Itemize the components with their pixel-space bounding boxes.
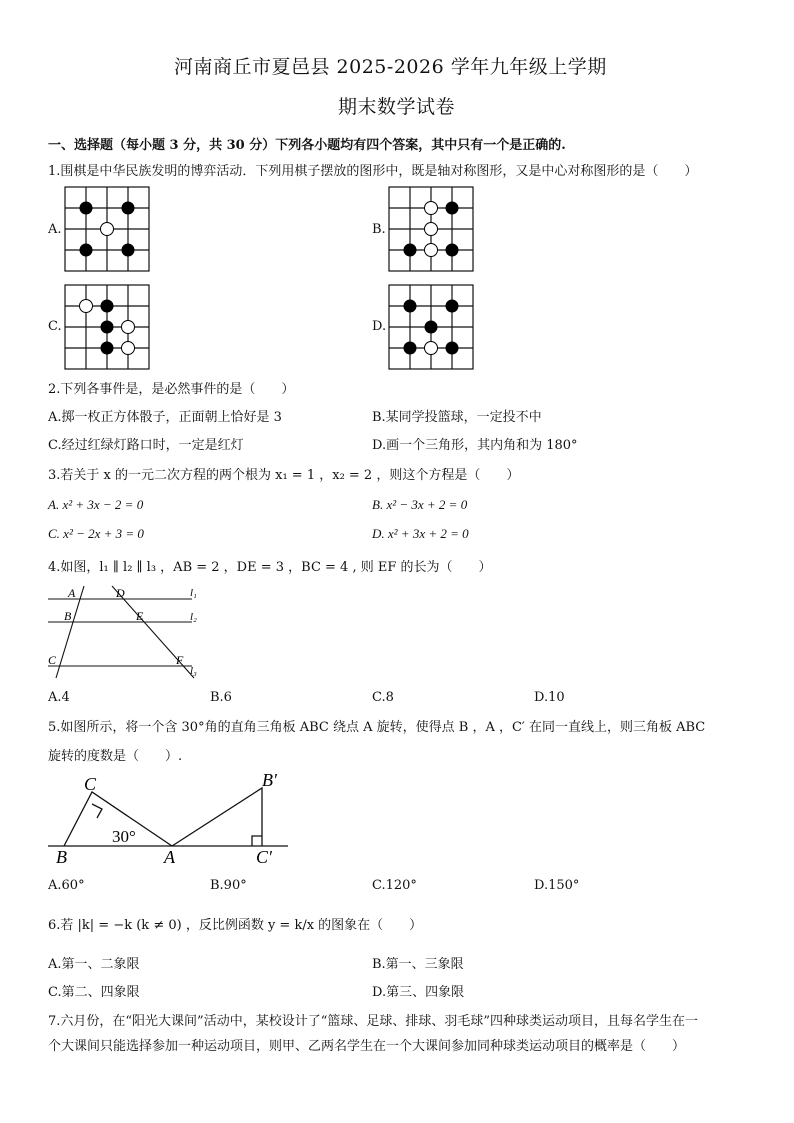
- q3-option-d: D. x² + 3x + 2 = 0: [372, 526, 469, 541]
- question-7-stem-line2: 个大课间只能选择参加一种运动项目，则甲、乙两名学生在一个大课间参加同种球类运动项目的概率是（ ）: [48, 1039, 686, 1054]
- q3-option-c: C. x² − 2x + 3 = 0: [48, 526, 144, 541]
- q5-option-d: D.150°: [534, 878, 580, 893]
- q1-option-d-label: D.: [372, 319, 387, 334]
- q1-option-c-label: C.: [48, 319, 62, 334]
- point-a-label: A: [68, 586, 76, 600]
- q5-option-a: A.60°: [48, 878, 85, 893]
- point-b-label: B: [56, 847, 67, 867]
- q4-option-a: A.4: [48, 690, 70, 705]
- point-e-label: E: [136, 609, 144, 623]
- q3-option-a: A. x² + 3x − 2 = 0: [48, 497, 144, 512]
- go-board-d: [388, 284, 474, 370]
- point-f-label: F: [176, 653, 184, 667]
- point-c-prime-label: C′: [256, 847, 272, 867]
- q2-option-b: B.某同学投篮球，一定投不中: [372, 410, 542, 425]
- question-2-stem: 2.下列各事件是，是必然事件的是（ ）: [48, 382, 295, 397]
- question-5-stem-line1: 5.如图所示，将一个含 30°角的直角三角板 ABC 绕点 A 旋转，使得点 B ，A ，C′ 在同一直线上，则三角板 ABC: [48, 720, 706, 735]
- question-6-stem: 6.若 |k| = −k (k ≠ 0) ，反比例函数 y = k/x 的图象在（ ）: [48, 918, 423, 933]
- section-header: 一、选择题（每小题 3 分，共 30 分）下列各小题均有四个答案，其中只有一个是正确的.: [48, 138, 566, 153]
- line-l2-label: l₂: [190, 611, 197, 623]
- exam-title-line1: 河南商丘市夏邑县 2025-2026 学年九年级上学期: [174, 56, 607, 78]
- rotation-triangle-figure: [44, 766, 294, 870]
- q2-option-c: C.经过红绿灯路口时，一定是红灯: [48, 438, 244, 453]
- point-a-label: A: [164, 847, 175, 867]
- question-1-stem: 1.围棋是中华民族发明的博弈活动．下列用棋子摆放的图形中，既是轴对称图形，又是中心对称图形的是（ ）: [48, 164, 698, 179]
- line-l3-label: l₃: [190, 665, 197, 677]
- right-angle-mark-c-prime: [252, 836, 262, 846]
- q6-option-c: C.第二、四象限: [48, 985, 140, 1000]
- q4-option-b: B.6: [210, 690, 232, 705]
- go-board-b: [388, 186, 474, 272]
- q3-option-b: B. x² − 3x + 2 = 0: [372, 497, 468, 512]
- question-3-stem: 3.若关于 x 的一元二次方程的两个根为 x₁ = 1 ，x₂ = 2 ，则这个方程是（ ）: [48, 468, 520, 483]
- q1-option-a-label: A.: [48, 222, 62, 237]
- q6-option-a: A.第一、二象限: [48, 957, 140, 972]
- question-4-stem: 4.如图，l₁ ∥ l₂ ∥ l₃ ，AB = 2 ，DE = 3 ，BC = 4 , 则 EF 的长为（ ）: [48, 560, 492, 575]
- angle-30-label: 30°: [112, 827, 136, 846]
- question-5-stem-line2: 旋转的度数是（ ）.: [48, 749, 183, 764]
- q4-option-d: D.10: [534, 690, 565, 705]
- point-d-label: D: [116, 586, 125, 600]
- q4-option-c: C.8: [372, 690, 394, 705]
- point-b-prime-label: B′: [262, 770, 277, 790]
- q5-option-c: C.120°: [372, 878, 417, 893]
- q6-option-d: D.第三、四象限: [372, 985, 465, 1000]
- q2-option-d: D.画一个三角形，其内角和为 180°: [372, 438, 578, 453]
- right-angle-mark-c: [92, 804, 102, 818]
- triangle-ab-c-prime: [172, 788, 262, 846]
- q1-option-b-label: B.: [372, 222, 386, 237]
- point-c-label: C: [48, 653, 57, 667]
- parallel-lines-figure: [44, 582, 214, 682]
- line-l1-label: l₁: [190, 587, 197, 599]
- point-c-label: C: [84, 774, 97, 794]
- q2-option-a: A.掷一枚正方体骰子，正面朝上恰好是 3: [48, 410, 282, 425]
- q5-option-b: B.90°: [210, 878, 247, 893]
- question-7-stem-line1: 7.六月份，在“阳光大课间”活动中，某校设计了“篮球、足球、排球、羽毛球”四种球类运动项目，且每名学生在一: [48, 1014, 698, 1029]
- point-b-label: B: [64, 609, 72, 623]
- go-board-c: [64, 284, 150, 370]
- go-board-a: [64, 186, 150, 272]
- q6-option-b: B.第一、三象限: [372, 957, 464, 972]
- exam-title-line2: 期末数学试卷: [338, 96, 456, 118]
